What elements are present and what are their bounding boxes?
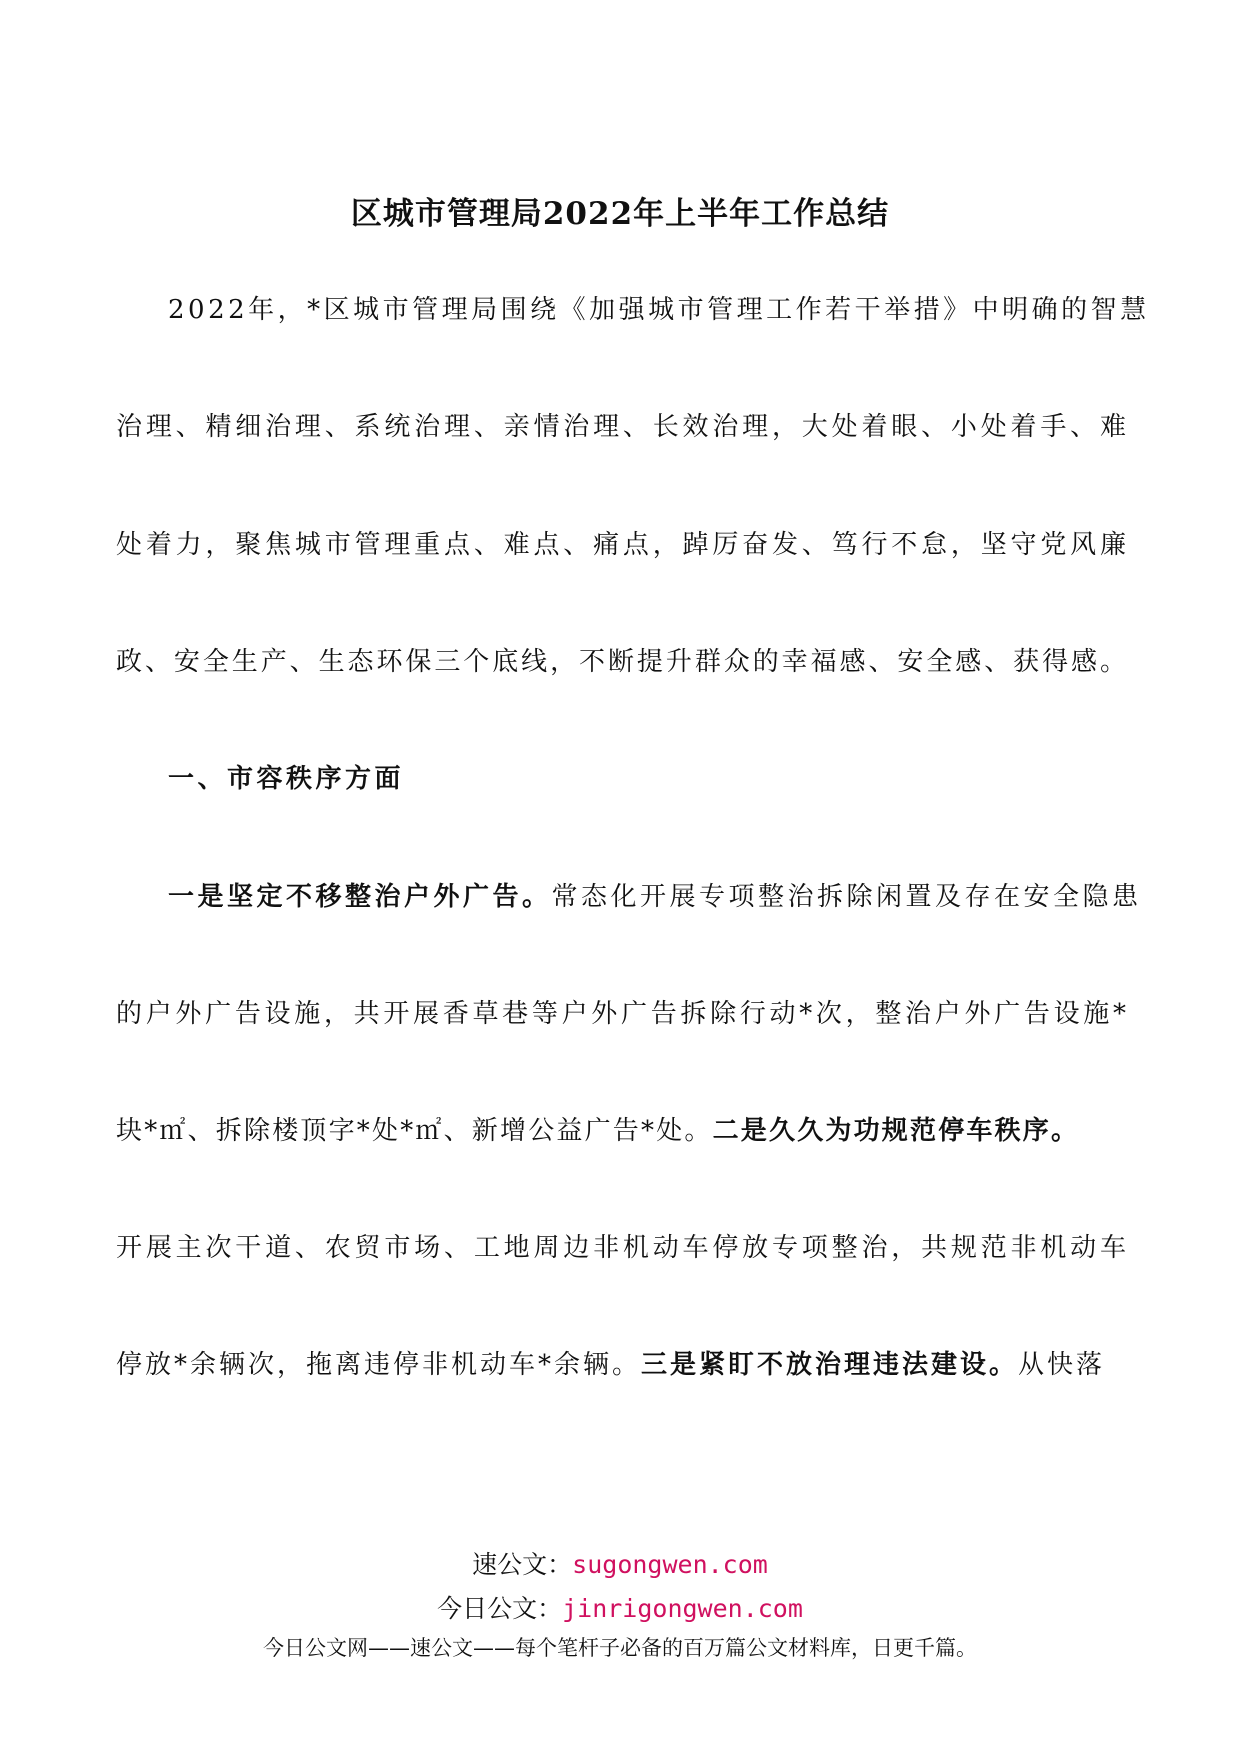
paragraph-1-line-4: 政、安全生产、生态环保三个底线，不断提升群众的幸福感、安全感、获得感。 (116, 647, 1126, 677)
sugongwen-link[interactable]: sugongwen.com (572, 1550, 768, 1579)
paragraph-2-line-2: 的户外广告设施，共开展香草巷等户外广告拆除行动*次，整治户外广告设施* (116, 999, 1126, 1029)
paragraph-2-line-3 (116, 1111, 1126, 1151)
footer-line-jinrigongwen (0, 1589, 1240, 1625)
point-1-heading: 一是坚定不移整治户外广告。 (168, 882, 552, 912)
point-1-text-end: 块*㎡、拆除楼顶字*处*㎡、新增公益广告*处。 (116, 1116, 713, 1146)
footer-tagline: 今日公文网——速公文——每个笔杆子必备的百万篇公文材料库，日更千篇。 (263, 1636, 977, 1660)
paragraph-1-line-2: 治理、精细治理、系统治理、亲情治理、长效治理，大处着眼、小处着手、难 (116, 412, 1126, 442)
section-heading-1: 一、市容秩序方面 (168, 764, 405, 794)
point-3-text-start: 从快落 (1018, 1350, 1106, 1380)
point-2-text-end: 停放*余辆次，拖离违停非机动车*余辆。 (116, 1350, 642, 1380)
point-1-text: 常态化开展专项整治拆除闲置及存在安全隐患 (551, 882, 1142, 912)
paragraph-2-line-1 (116, 877, 1142, 917)
paragraph-1-line-3: 处着力，聚焦城市管理重点、难点、痛点，踔厉奋发、笃行不怠，坚守党风廉 (116, 530, 1126, 560)
footer-label-1: 速公文： (472, 1550, 573, 1579)
paragraph-2-line-4: 开展主次干道、农贸市场、工地周边非机动车停放专项整治，共规范非机动车 (116, 1233, 1126, 1263)
point-2-heading: 二是久久为功规范停车秩序。 (712, 1116, 1080, 1146)
footer-label-2: 今日公文： (437, 1594, 563, 1623)
footer-line-sugongwen (0, 1545, 1240, 1581)
document-title: 区城市管理局2022年上半年工作总结 (350, 196, 890, 232)
jinrigongwen-link[interactable]: jinrigongwen.com (562, 1594, 803, 1623)
paragraph-1-line-1: 2022年，*区城市管理局围绕《加强城市管理工作若干举措》中明确的智慧 (168, 295, 1150, 325)
point-3-heading: 三是紧盯不放治理违法建设。 (641, 1350, 1019, 1380)
paragraph-2-line-5 (116, 1345, 1126, 1385)
